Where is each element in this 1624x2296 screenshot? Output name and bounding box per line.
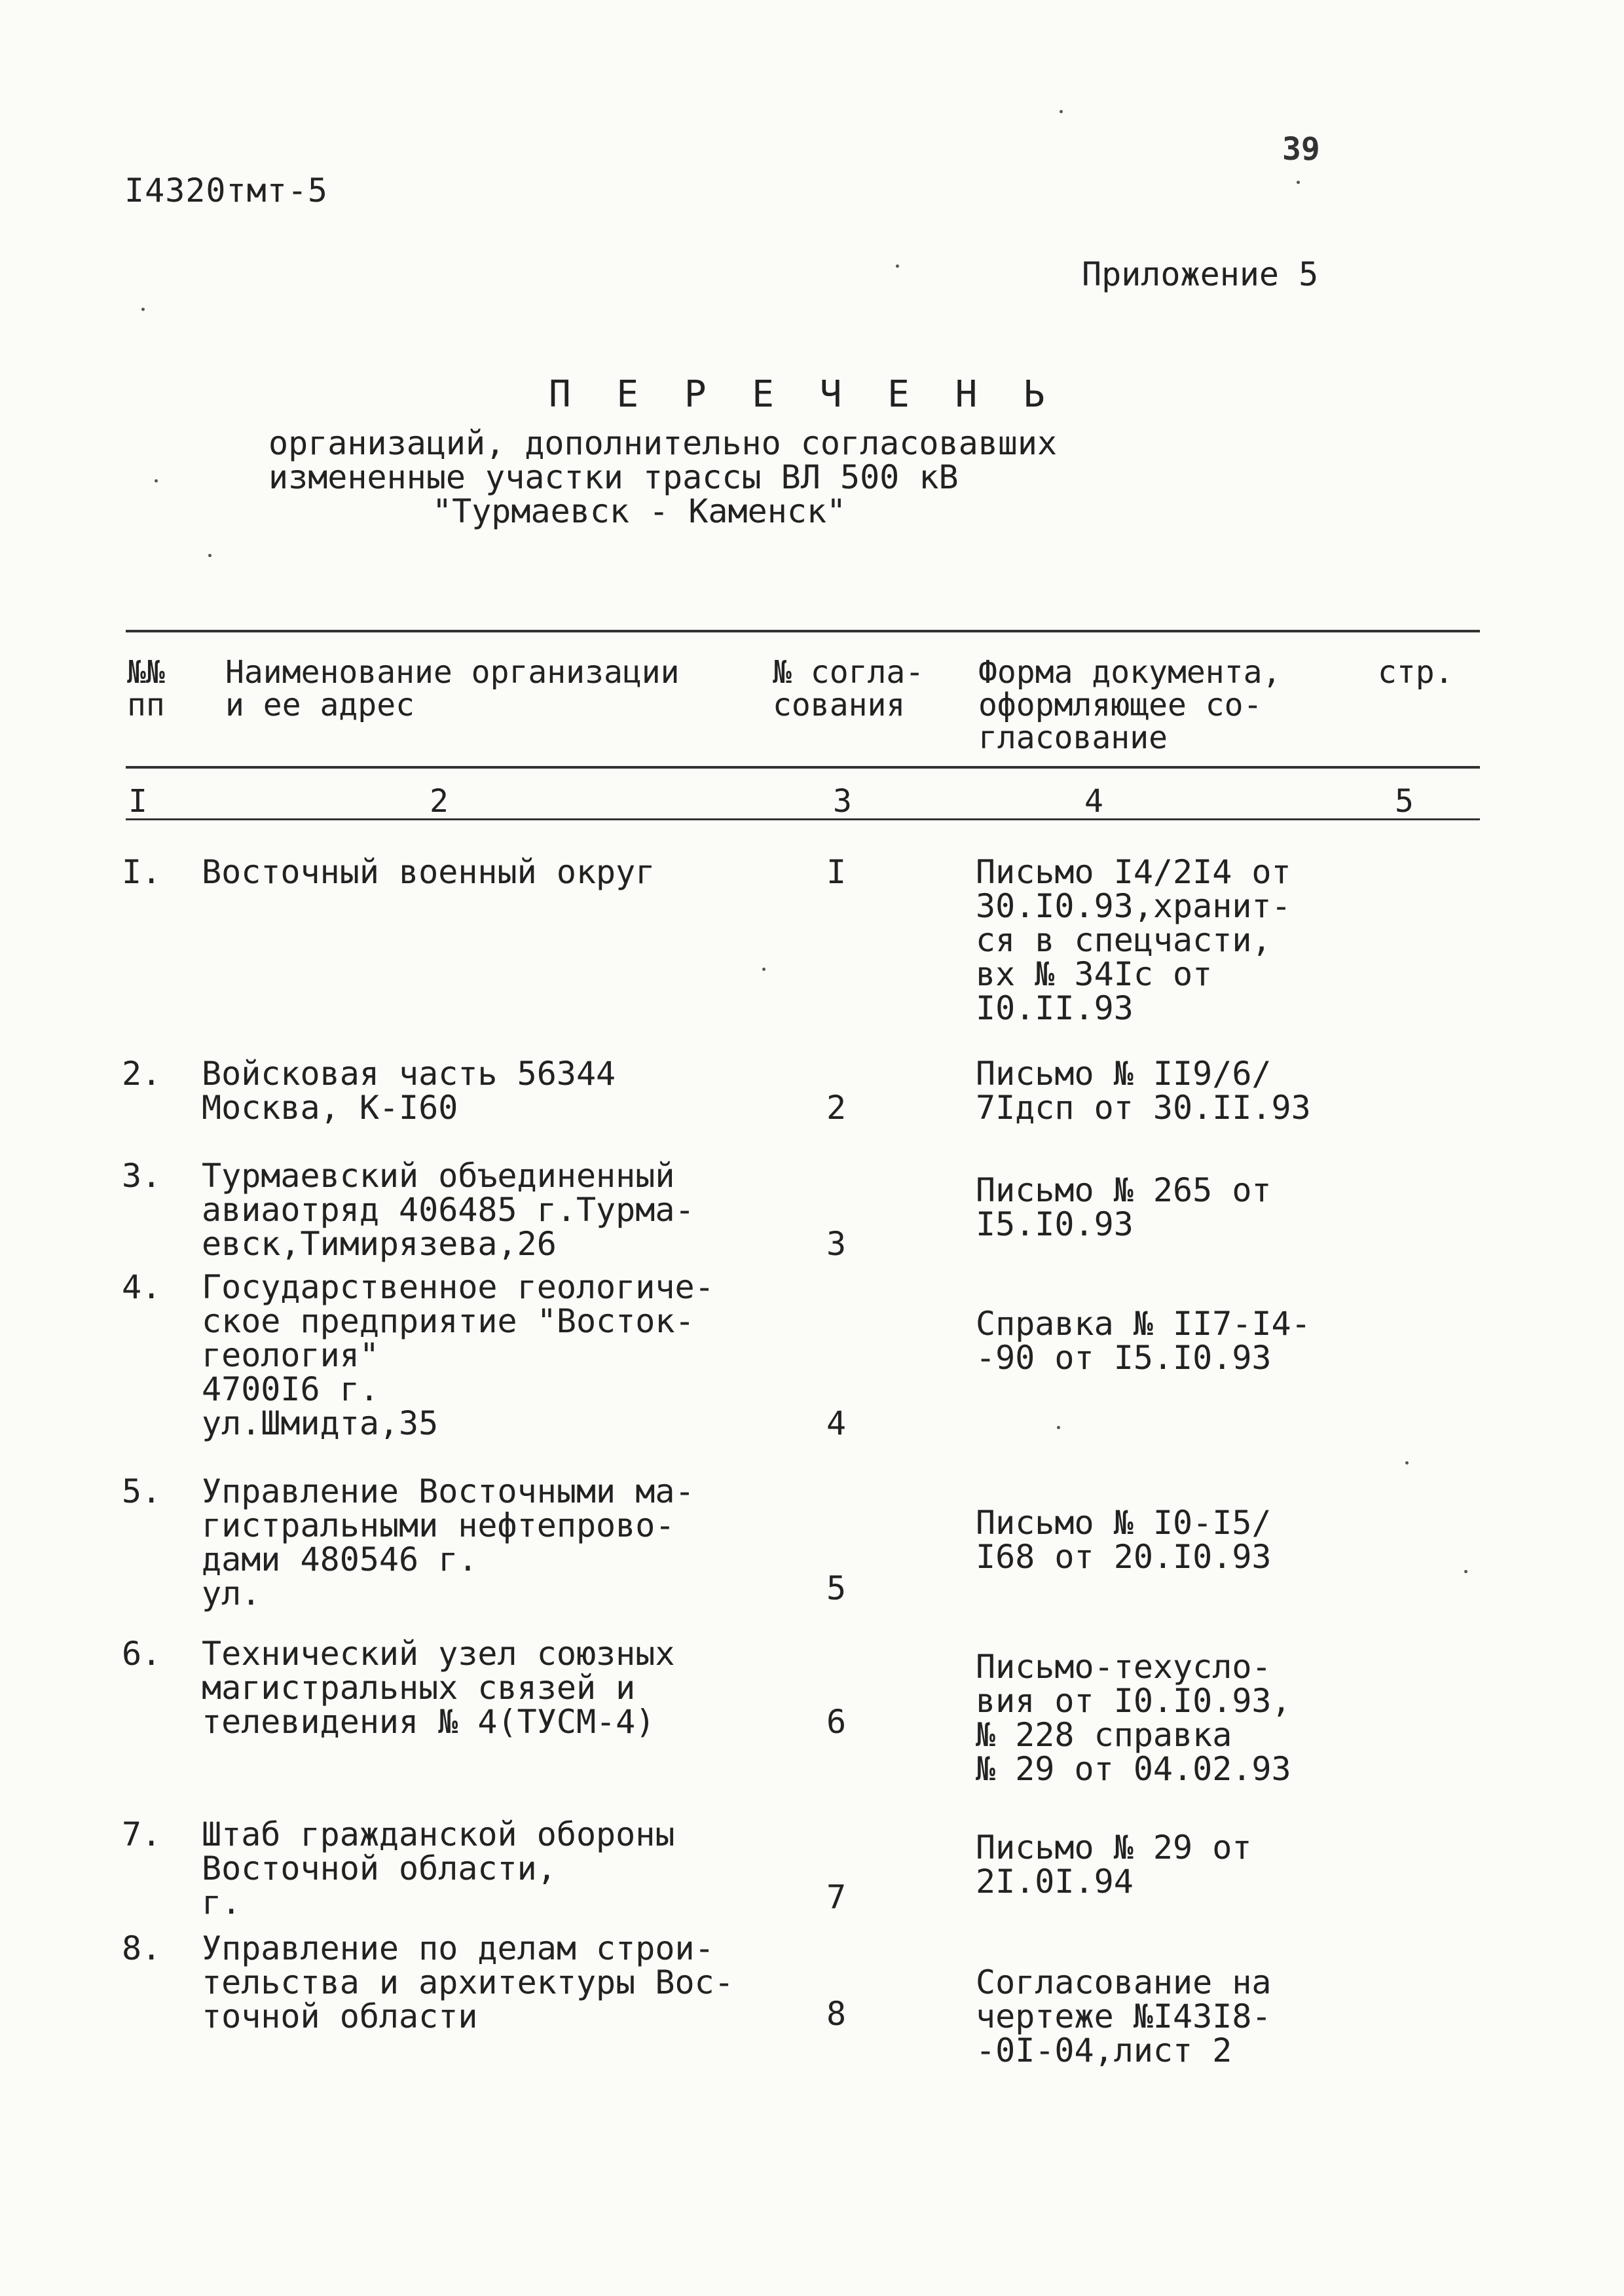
subtitle-line: измененные участки трассы ВЛ 500 кВ: [268, 458, 959, 496]
document-title: П Е Р Е Ч Е Н Ь: [549, 373, 1057, 416]
table-top-rule: [126, 630, 1480, 632]
page-number: 39: [1282, 131, 1320, 168]
table-colnum-rule: [126, 818, 1480, 820]
row-number: 4.: [122, 1268, 162, 1306]
row-agreement: I: [826, 853, 847, 891]
row-organization: Турмаевский объединенный авиаотряд 406485 г.Турма- евск,Тимирязева,26: [202, 1157, 695, 1263]
scan-speck: [1060, 110, 1063, 113]
header-agreement: № согла- сования: [773, 654, 925, 723]
column-number: 5: [1395, 783, 1414, 820]
row-number: 2.: [122, 1055, 162, 1093]
header-organization: Наименование организации и ее адрес: [225, 654, 680, 723]
row-organization: Технический узел союзных магистральных связей и телевидения № 4(ТУСМ-4): [202, 1635, 675, 1741]
row-organization: Восточный военный округ: [202, 853, 655, 891]
row-number: I.: [122, 853, 162, 891]
row-number: 7.: [122, 1815, 162, 1853]
subtitle-line: "Турмаевск - Каменск": [432, 492, 847, 530]
row-document-form: Письмо № I0-I5/ I68 от 20.I0.93: [976, 1504, 1272, 1576]
row-number: 6.: [122, 1635, 162, 1673]
row-number: 3.: [122, 1157, 162, 1195]
scan-speck: [1464, 1570, 1467, 1573]
scan-speck: [155, 479, 158, 483]
row-document-form: Письмо № II9/6/ 7Iдсп от 30.II.93: [976, 1055, 1311, 1127]
header-num: №№ пп: [127, 654, 165, 723]
row-document-form: Согласование на чертеже №I43I8- -0I-04,лист 2: [976, 1963, 1272, 2069]
row-organization: Управление Восточными ма- гистральными нефтепрово- дами 480546 г. ул.: [202, 1472, 695, 1613]
scan-speck: [1297, 181, 1300, 184]
column-number: I: [128, 783, 147, 820]
scan-speck: [1057, 1426, 1060, 1429]
appendix-label: Приложение 5: [1082, 255, 1319, 293]
row-agreement: 5: [826, 1569, 847, 1607]
subtitle-line: организаций, дополнительно согласовавших: [268, 424, 1058, 462]
row-number: 8.: [122, 1929, 162, 1967]
table-header-rule: [126, 766, 1480, 769]
row-agreement: 8: [826, 1995, 847, 2033]
row-number: 5.: [122, 1472, 162, 1510]
column-number: 3: [833, 783, 852, 820]
row-agreement: 6: [826, 1703, 847, 1741]
row-agreement: 3: [826, 1225, 847, 1263]
document-code: I4320тмт-5: [124, 172, 329, 210]
row-document-form: Письмо № 29 от 2I.0I.94: [976, 1829, 1252, 1901]
row-organization: Войсковая часть 56344 Москва, К-I60: [202, 1055, 616, 1127]
scan-speck: [208, 554, 212, 557]
row-organization: Штаб гражданской обороны Восточной области, г.: [202, 1815, 675, 1922]
row-agreement: 4: [826, 1404, 847, 1442]
row-agreement: 2: [826, 1089, 847, 1127]
row-agreement: 7: [826, 1878, 847, 1916]
row-document-form: Письмо I4/2I4 от 30.I0.93,хранит- ся в спецчасти, вх № 34Iс от I0.II.93: [976, 853, 1291, 1027]
column-number: 4: [1084, 783, 1103, 820]
scan-speck: [1405, 1461, 1409, 1465]
scan-speck: [762, 968, 766, 971]
row-document-form: Справка № II7-I4- -90 от I5.I0.93: [976, 1305, 1311, 1377]
header-page: стр.: [1378, 654, 1454, 691]
row-organization: Управление по делам строи- тельства и архитектуры Вос- точной области: [202, 1929, 734, 2035]
scan-speck: [896, 264, 899, 268]
document-subtitle: [0, 426, 1624, 602]
row-document-form: Письмо № 265 от I5.I0.93: [976, 1171, 1272, 1243]
column-number: 2: [430, 783, 449, 820]
header-document-form: Форма документа, оформляющее со- гласование: [978, 654, 1282, 756]
scan-speck: [141, 308, 145, 311]
row-organization: Государственное геологиче- ское предприятие "Восток- геология" 4700I6 г. ул.Шмидта,35: [202, 1268, 714, 1442]
row-document-form: Письмо-техусло- вия от I0.I0.93, № 228 справка № 29 от 04.02.93: [976, 1648, 1291, 1788]
